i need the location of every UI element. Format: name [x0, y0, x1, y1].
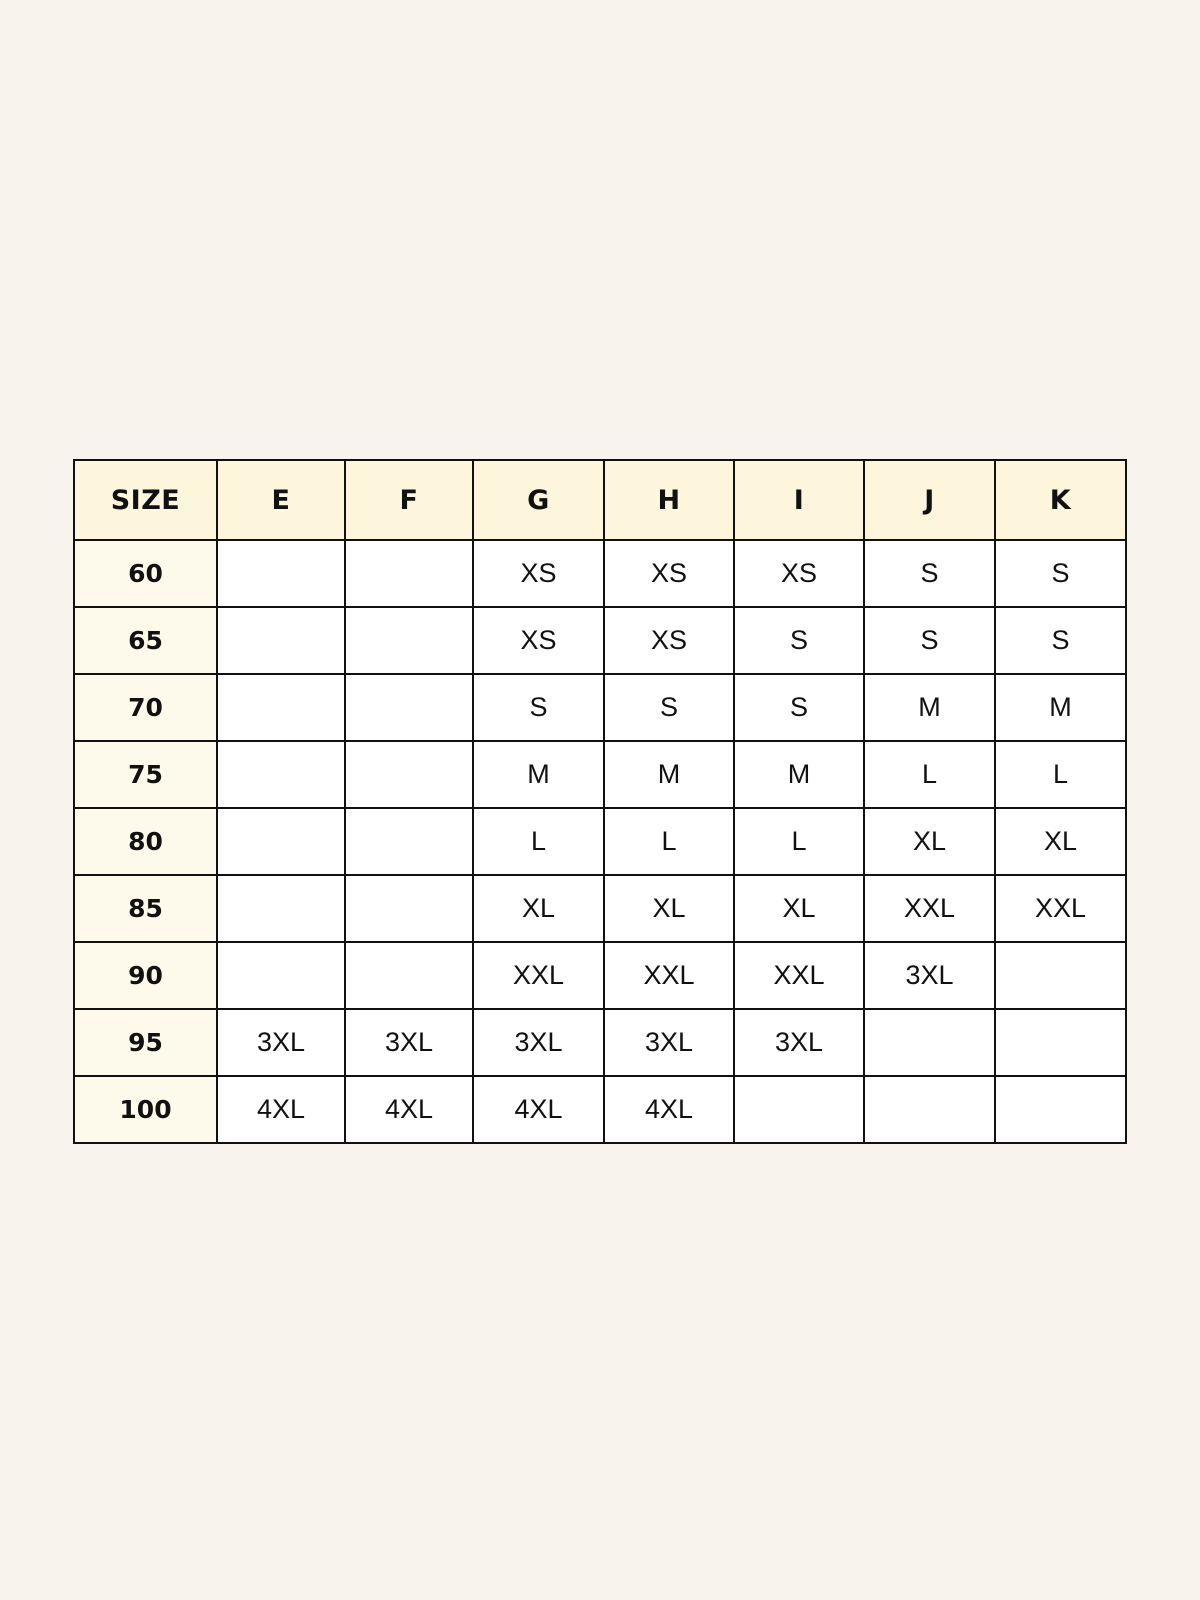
size-cell [217, 741, 345, 808]
size-cell: XS [734, 540, 864, 607]
size-cell [995, 942, 1126, 1009]
size-cell: XL [604, 875, 734, 942]
size-cell: 3XL [345, 1009, 473, 1076]
band-size-cell: 100 [74, 1076, 217, 1143]
size-cell: S [604, 674, 734, 741]
size-cell [995, 1076, 1126, 1143]
band-size-cell: 90 [74, 942, 217, 1009]
table-row [74, 875, 1126, 942]
size-cell: L [864, 741, 995, 808]
header-row [74, 460, 1126, 540]
size-cell: 4XL [604, 1076, 734, 1143]
size-cell [864, 1076, 995, 1143]
table-row [74, 674, 1126, 741]
size-cell [217, 607, 345, 674]
table-row [74, 607, 1126, 674]
size-cell: M [864, 674, 995, 741]
band-size-cell: 65 [74, 607, 217, 674]
size-cell: XXL [734, 942, 864, 1009]
size-cell [217, 942, 345, 1009]
size-cell: M [995, 674, 1126, 741]
size-cell [217, 808, 345, 875]
size-cell: L [995, 741, 1126, 808]
size-cell: XS [473, 540, 604, 607]
band-size-cell: 95 [74, 1009, 217, 1076]
size-cell: XS [604, 607, 734, 674]
size-cell [345, 875, 473, 942]
size-cell: 4XL [473, 1076, 604, 1143]
size-cell [345, 540, 473, 607]
size-cell: 4XL [217, 1076, 345, 1143]
table-header [74, 460, 1126, 540]
size-cell: L [734, 808, 864, 875]
table-row [74, 741, 1126, 808]
size-cell [345, 942, 473, 1009]
size-cell: L [604, 808, 734, 875]
size-cell: XXL [473, 942, 604, 1009]
size-cell [217, 540, 345, 607]
header-cup-g: G [473, 460, 604, 540]
size-cell: 3XL [864, 942, 995, 1009]
header-cup-i: I [734, 460, 864, 540]
size-cell [217, 674, 345, 741]
size-cell [217, 875, 345, 942]
size-cell: XL [473, 875, 604, 942]
table-row [74, 540, 1126, 607]
header-size-label: SIZE [74, 460, 217, 540]
band-size-cell: 70 [74, 674, 217, 741]
size-cell: 3XL [217, 1009, 345, 1076]
size-cell: L [473, 808, 604, 875]
size-chart-table [73, 459, 1127, 1144]
size-cell [995, 1009, 1126, 1076]
band-size-cell: 60 [74, 540, 217, 607]
size-cell [345, 741, 473, 808]
size-cell: S [995, 540, 1126, 607]
size-cell: XXL [864, 875, 995, 942]
header-cup-h: H [604, 460, 734, 540]
size-cell: S [734, 607, 864, 674]
size-cell: S [473, 674, 604, 741]
size-cell: XL [734, 875, 864, 942]
size-cell: XS [473, 607, 604, 674]
size-cell: 4XL [345, 1076, 473, 1143]
size-cell: S [995, 607, 1126, 674]
band-size-cell: 75 [74, 741, 217, 808]
band-size-cell: 80 [74, 808, 217, 875]
size-cell: M [734, 741, 864, 808]
size-cell: XL [864, 808, 995, 875]
header-cup-e: E [217, 460, 345, 540]
header-cup-f: F [345, 460, 473, 540]
size-cell [345, 607, 473, 674]
table-body [74, 540, 1126, 1143]
table-row [74, 1009, 1126, 1076]
size-cell: S [734, 674, 864, 741]
size-cell: 3XL [473, 1009, 604, 1076]
size-cell: 3XL [734, 1009, 864, 1076]
size-cell: XXL [604, 942, 734, 1009]
size-cell: XXL [995, 875, 1126, 942]
size-cell [864, 1009, 995, 1076]
size-cell: S [864, 540, 995, 607]
size-cell: M [473, 741, 604, 808]
size-cell: M [604, 741, 734, 808]
header-cup-k: K [995, 460, 1126, 540]
table-row [74, 942, 1126, 1009]
size-cell [345, 674, 473, 741]
size-cell: 3XL [604, 1009, 734, 1076]
size-cell: XS [604, 540, 734, 607]
size-cell [345, 808, 473, 875]
size-cell: S [864, 607, 995, 674]
size-cell [734, 1076, 864, 1143]
header-cup-j: J [864, 460, 995, 540]
size-cell: XL [995, 808, 1126, 875]
band-size-cell: 85 [74, 875, 217, 942]
table-row [74, 808, 1126, 875]
table-row [74, 1076, 1126, 1143]
